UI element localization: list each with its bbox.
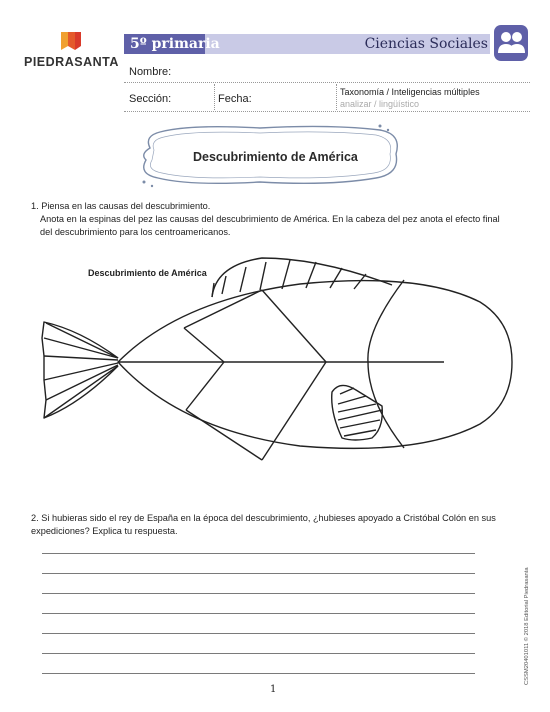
question-2 — [31, 512, 511, 538]
page-number: 1 — [270, 684, 277, 695]
side-code-text: CSSM20401011 © 2018 Editorial Piedrasanta — [524, 567, 530, 685]
name-label: Nombre: — [129, 66, 172, 78]
taxonomy-sub-label: analizar / lingüístico — [340, 99, 420, 109]
side-code — [519, 550, 531, 685]
answer-line[interactable] — [42, 633, 475, 634]
section-label: Sección: — [129, 93, 172, 105]
fishbone-diagram — [36, 248, 516, 478]
section-line — [124, 111, 530, 112]
question-1-number: 1. — [31, 201, 39, 211]
answer-line[interactable] — [42, 673, 475, 674]
name-line[interactable] — [124, 82, 530, 83]
logo-text: PIEDRASANTA — [24, 55, 119, 69]
question-2-number: 2. — [31, 513, 39, 523]
taxonomy-label: Taxonomía / Inteligencias múltiples — [340, 87, 480, 97]
answer-line[interactable] — [42, 653, 475, 654]
date-label: Fecha: — [218, 93, 252, 105]
field-divider — [214, 84, 215, 110]
logo-book-icon — [58, 28, 84, 54]
answer-line[interactable] — [42, 573, 475, 574]
answer-line[interactable] — [42, 593, 475, 594]
answer-line[interactable] — [42, 613, 475, 614]
people-icon — [494, 25, 528, 61]
grade-label: 5º primaria — [130, 36, 220, 52]
question-1-line1: Piensa en las causas del descubrimiento. — [41, 201, 211, 211]
answer-line[interactable] — [42, 553, 475, 554]
subject-label: Ciencias Sociales — [364, 36, 488, 52]
field-divider — [336, 84, 337, 110]
fish-label: Descubrimiento de América — [88, 268, 207, 278]
page-title: Descubrimiento de América — [193, 150, 358, 164]
question-1 — [31, 200, 511, 240]
question-1-line2: Anota en la espinas del pez las causas del descubrimiento de América. En la cabeza del pez anota el efecto final del descubrimiento para los centroamericanos. — [40, 214, 500, 238]
question-2-text: Si hubieras sido el rey de España en la época del descubrimiento, ¿hubieses apoyado a Cristóbal Colón en sus expediciones? Explica tu respuesta. — [31, 513, 496, 537]
